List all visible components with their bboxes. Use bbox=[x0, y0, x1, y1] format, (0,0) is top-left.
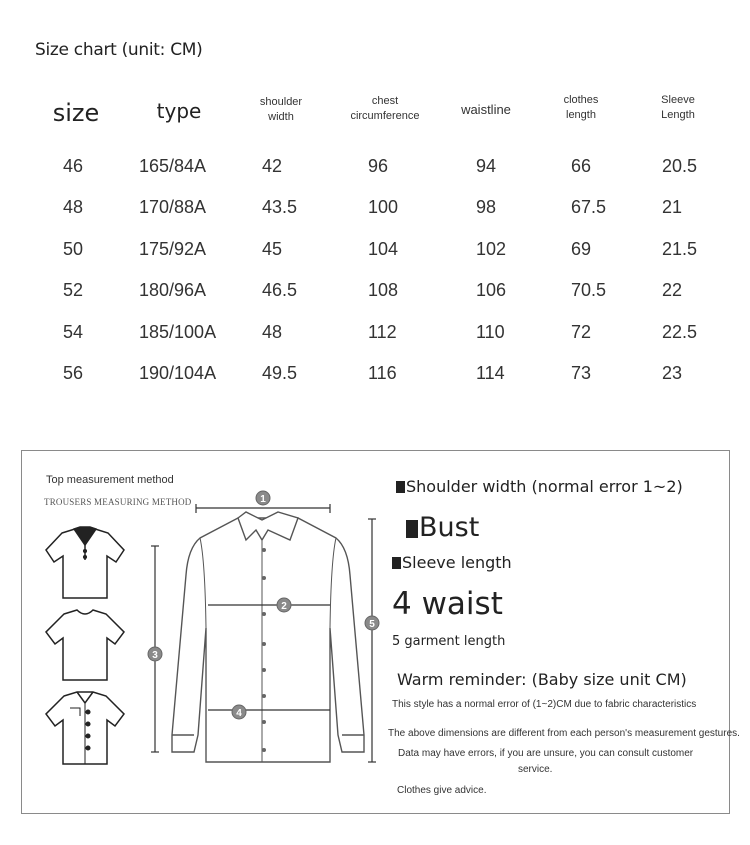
cell-size: 46 bbox=[63, 156, 84, 176]
header-clothes-line2: length bbox=[566, 109, 596, 121]
cell-size: 48 bbox=[63, 197, 84, 217]
missing-glyph-icon bbox=[392, 557, 401, 569]
missing-glyph-icon bbox=[406, 520, 418, 538]
cell-chest-circumference: 100 bbox=[368, 197, 399, 217]
cell-clothes-length: 66 bbox=[571, 156, 592, 176]
note-service: service. bbox=[518, 764, 553, 775]
trousers-method-label: TROUSERS MEASURING METHOD bbox=[44, 497, 192, 507]
cell-clothes-length: 72 bbox=[571, 322, 592, 342]
cell-type: 180/96A bbox=[139, 280, 207, 300]
cell-shoulder-width: 45 bbox=[262, 239, 283, 259]
header-type: type bbox=[156, 99, 202, 123]
header-sleeve-line2: Length bbox=[661, 109, 695, 121]
shirt-diagram bbox=[172, 512, 364, 762]
item-bust-text: Bust bbox=[419, 512, 480, 543]
cell-shoulder-width: 43.5 bbox=[262, 197, 298, 217]
cell-shoulder-width: 42 bbox=[262, 156, 283, 176]
cell-sleeve-length: 22.5 bbox=[662, 322, 698, 342]
note-advice: Clothes give advice. bbox=[397, 785, 487, 796]
item-shoulder-text: Shoulder width (normal error 1~2) bbox=[406, 477, 683, 496]
cell-chest-circumference: 112 bbox=[368, 322, 397, 342]
note-consult: Data may have errors, if you are unsure, you can consult customer bbox=[398, 748, 694, 759]
cell-waistline: 98 bbox=[476, 197, 497, 217]
cell-chest-circumference: 108 bbox=[368, 280, 399, 300]
item-shoulder-width bbox=[396, 477, 683, 496]
header-chest-line2: circumference bbox=[350, 110, 420, 122]
header-size: size bbox=[52, 99, 100, 127]
cell-type: 185/100A bbox=[139, 322, 217, 342]
cell-type: 170/88A bbox=[139, 197, 207, 217]
cell-chest-circumference: 116 bbox=[368, 363, 397, 383]
cell-shoulder-width: 49.5 bbox=[262, 363, 298, 383]
header-shoulder-line2: width bbox=[268, 111, 294, 123]
cell-waistline: 94 bbox=[476, 156, 497, 176]
cell-type: 175/92A bbox=[139, 239, 207, 259]
header-shoulder-line1: shoulder bbox=[259, 96, 303, 108]
item-waist: 4 waist bbox=[392, 586, 503, 622]
cell-clothes-length: 67.5 bbox=[571, 197, 607, 217]
cell-shoulder-width: 48 bbox=[262, 322, 283, 342]
cell-size: 56 bbox=[63, 363, 84, 383]
missing-glyph-icon bbox=[396, 481, 405, 493]
cell-sleeve-length: 20.5 bbox=[662, 156, 698, 176]
cell-clothes-length: 70.5 bbox=[571, 280, 607, 300]
header-waistline: waistline bbox=[461, 102, 511, 117]
cell-size: 54 bbox=[63, 322, 84, 342]
warm-reminder: Warm reminder: (Baby size unit CM) bbox=[397, 670, 687, 689]
cell-chest-circumference: 104 bbox=[368, 239, 399, 259]
cell-waistline: 114 bbox=[476, 363, 505, 383]
cell-sleeve-length: 22 bbox=[662, 280, 683, 300]
marker-1: 1 bbox=[260, 494, 266, 505]
cell-chest-circumference: 96 bbox=[368, 156, 389, 176]
cell-clothes-length: 73 bbox=[571, 363, 592, 383]
header-clothes-line1: clothes bbox=[563, 94, 599, 106]
note-dimensions: The above dimensions are different from each person's measurement gestures. bbox=[388, 728, 740, 739]
cell-sleeve-length: 21 bbox=[662, 197, 683, 217]
cell-clothes-length: 69 bbox=[571, 239, 592, 259]
top-measurement-label: Top measurement method bbox=[46, 474, 174, 486]
cell-waistline: 110 bbox=[476, 322, 505, 342]
item-sleeve-length bbox=[392, 553, 512, 572]
cell-size: 52 bbox=[63, 280, 84, 300]
marker-3: 3 bbox=[152, 650, 158, 661]
item-garment-length: 5 garment length bbox=[392, 634, 506, 649]
marker-5: 5 bbox=[369, 619, 375, 630]
marker-4: 4 bbox=[236, 708, 242, 719]
header-sleeve-line1: Sleeve bbox=[661, 94, 695, 106]
cell-type: 190/104A bbox=[139, 363, 217, 383]
cell-sleeve-length: 21.5 bbox=[662, 239, 698, 259]
cell-waistline: 102 bbox=[476, 239, 507, 259]
button-shirt-icon bbox=[46, 692, 124, 764]
polo-shirt-icon bbox=[46, 527, 124, 598]
note-error: This style has a normal error of (1~2)CM due to fabric characteristics bbox=[392, 699, 697, 710]
item-bust bbox=[406, 512, 479, 543]
cell-type: 165/84A bbox=[139, 156, 207, 176]
cell-size: 50 bbox=[63, 239, 84, 259]
cell-waistline: 106 bbox=[476, 280, 507, 300]
marker-2: 2 bbox=[281, 601, 287, 612]
item-sleeve-text: Sleeve length bbox=[402, 553, 512, 572]
cell-sleeve-length: 23 bbox=[662, 363, 683, 383]
header-chest-line1: chest bbox=[371, 95, 399, 107]
cell-shoulder-width: 46.5 bbox=[262, 280, 298, 300]
tshirt-icon bbox=[46, 610, 124, 680]
size-chart-title: Size chart (unit: CM) bbox=[35, 40, 203, 60]
